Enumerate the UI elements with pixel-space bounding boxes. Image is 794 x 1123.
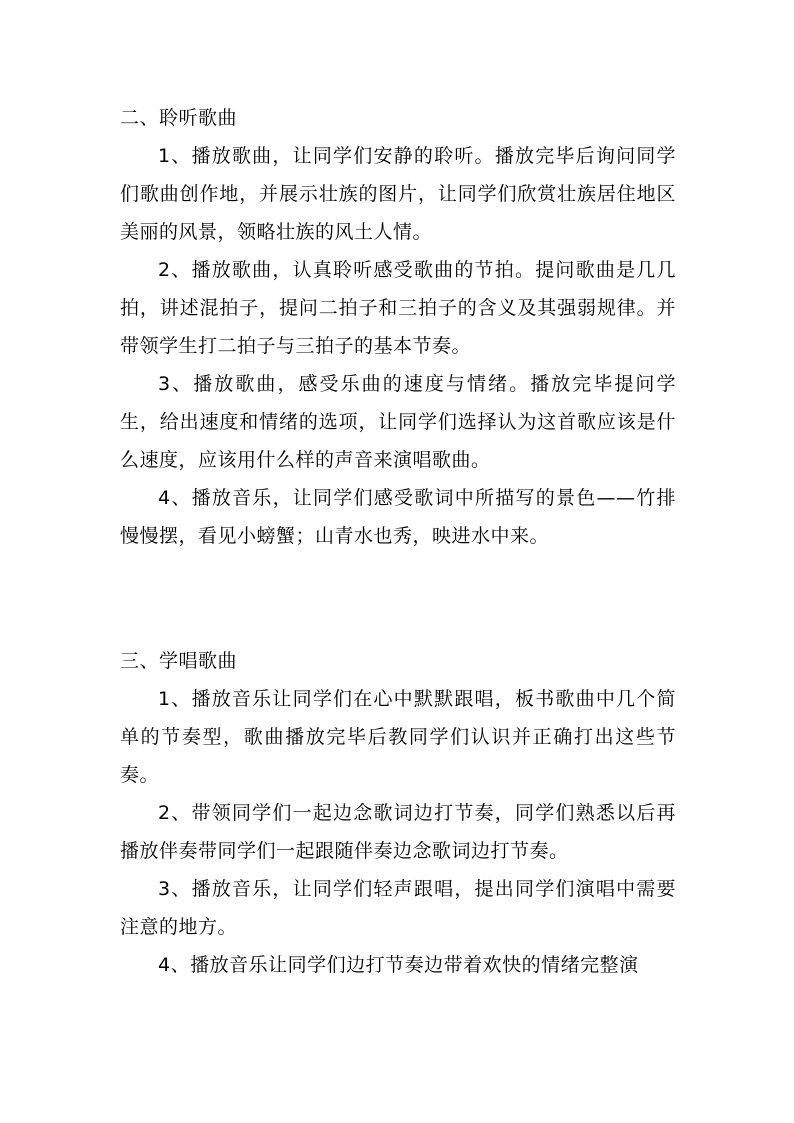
paragraph: 4、播放音乐，让同学们感受歌词中所描写的景色——竹排慢慢摆，看见小螃蟹；山青水也秀，映进水中来。 [120,487,676,547]
paragraph: 4、播放音乐让同学们边打节奏边带着欢快的情绪完整演 [158,954,639,976]
paragraph: 1、播放音乐让同学们在心中默默跟唱，板书歌曲中几个简单的节奏型，歌曲播放完毕后教同学们认识并正确打出这些节奏。 [120,688,676,786]
paragraph: 1、播放歌曲，让同学们安静的聆听。播放完毕后询问同学们歌曲创作地，并展示壮族的图片，让同学们欣赏壮族居住地区美丽的风景，领略壮族的风土人情。 [120,145,676,243]
section-learn-song [120,642,676,984]
section-listen-song [120,99,676,555]
section-heading: 三、学唱歌曲 [120,650,238,672]
paragraph: 3、播放音乐，让同学们轻声跟唱，提出同学们演唱中需要注意的地方。 [120,878,676,938]
paragraph: 2、播放歌曲，认真聆听感受歌曲的节拍。提问歌曲是几几拍，讲述混拍子，提问二拍子和三拍子的含义及其强弱规律。并带领学生打二拍子与三拍子的基本节奏。 [120,259,676,357]
section-heading: 二、聆听歌曲 [120,107,238,129]
paragraph: 3、播放歌曲，感受乐曲的速度与情绪。播放完毕提问学生，给出速度和情绪的选项，让同学们选择认为这首歌应该是什么速度，应该用什么样的声音来演唱歌曲。 [120,373,676,471]
paragraph: 2、带领同学们一起边念歌词边打节奏，同学们熟悉以后再播放伴奏带同学们一起跟随伴奏边念歌词边打节奏。 [120,802,676,862]
